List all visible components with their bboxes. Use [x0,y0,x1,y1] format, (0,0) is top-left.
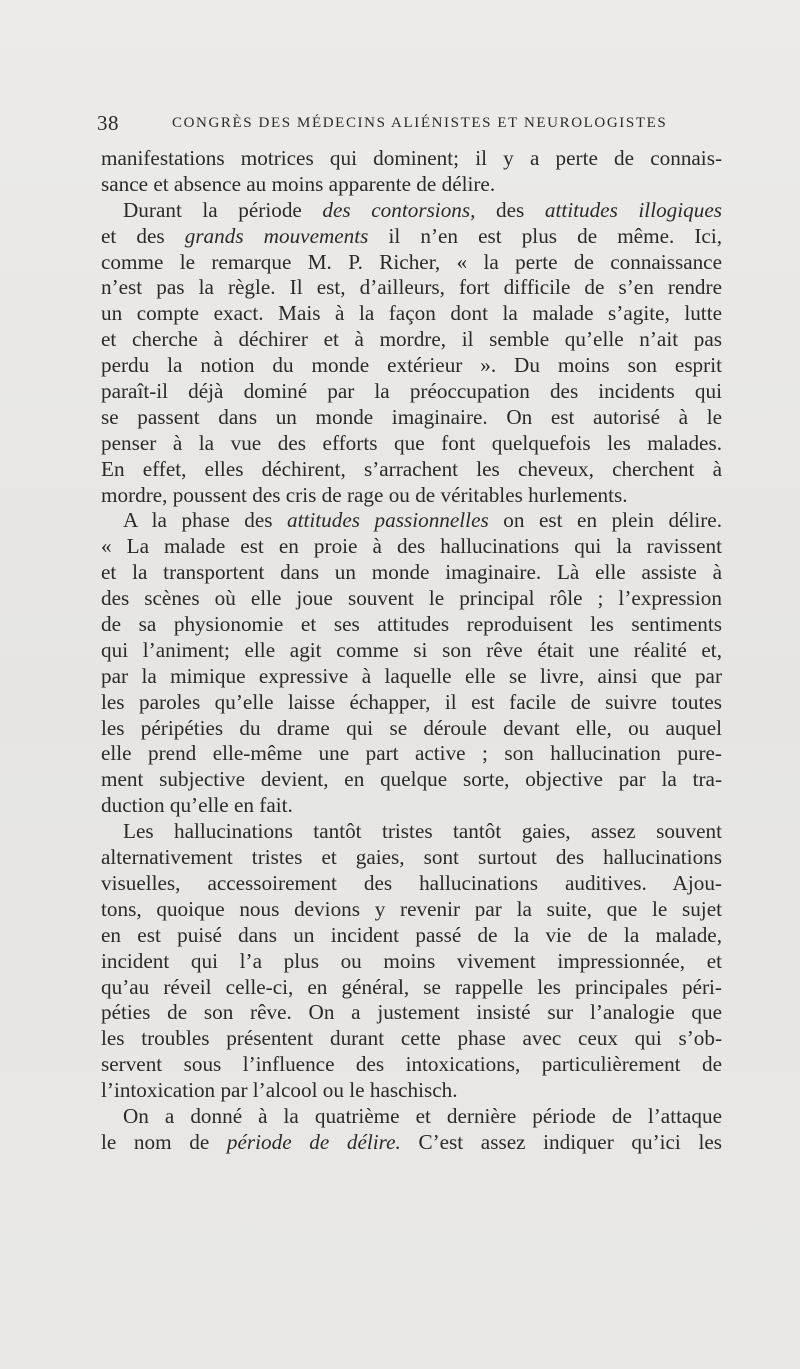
text-line: et la transportent dans un monde imaginaire. Là elle assiste à [101,560,722,585]
text-line: le nom de période de délire. C’est assez indiquer qu’ici les [101,1129,722,1154]
text-line: visuelles, accessoirement des hallucinations auditives. Ajou- [101,870,722,895]
text-line: par la mimique expressive à laquelle elle se livre, ainsi que par [101,663,722,688]
text-line: n’est pas la règle. Il est, d’ailleurs, fort difficile de s’en rendre [101,275,722,300]
text-line: Les hallucinations tantôt tristes tantôt gaies, assez souvent [123,819,722,844]
text-line: ment subjective devient, en quelque sorte, objective par la tra- [101,767,722,792]
text-line: les paroles qu’elle laisse échapper, il est facile de suivre toutes [101,689,722,714]
text-line: mordre, poussent des cris de rage ou de véritables hurlements. [101,482,628,507]
text-line: comme le remarque M. P. Richer, « la perte de connaissance [101,249,722,274]
text-line: les péripéties du drame qui se déroule devant elle, ou auquel [101,715,722,740]
body-text [101,146,722,1156]
text-line: se passent dans un monde imaginaire. On est autorisé à le [101,404,722,429]
page-number: 38 [97,111,119,135]
text-line: péties de son rêve. On a justement insisté sur l’analogie que [101,1000,722,1025]
text-line: un compte exact. Mais à la façon dont la malade s’agite, lutte [101,301,722,326]
text-line: les troubles présentent durant cette phase avec ceux qui s’ob- [101,1026,722,1051]
text-line: qui l’animent; elle agit comme si son rêve était une réalité et, [101,637,722,662]
text-line: et des grands mouvements il n’en est plus de même. Ici, [101,223,723,248]
text-line: et cherche à déchirer et à mordre, il semble qu’elle n’ait pas [101,327,722,352]
text-line: en est puisé dans un incident passé de la vie de la malade, [101,922,722,947]
text-line: elle prend elle-même une part active ; son hallucination pure- [101,741,722,766]
text-line: sance et absence au moins apparente de délire. [101,171,496,196]
text-line: « La malade est en proie à des hallucinations qui la ravissent [101,534,722,559]
text-line: servent sous l’influence des intoxications, particulièrement de [101,1052,722,1077]
text-line: A la phase des attitudes passionnelles on est en plein délire. [123,508,722,533]
page-header [97,110,722,136]
text-line: Durant la période des contorsions, des attitudes illogiques [123,197,722,222]
text-line: l’intoxication par l’alcool ou le haschisch. [101,1078,458,1103]
text-line: tons, quoique nous devions y revenir par la suite, que le sujet [101,896,722,921]
text-line: perdu la notion du monde extérieur ». Du moins son esprit [101,353,722,378]
text-line: alternativement tristes et gaies, sont surtout des hallucinations [101,845,722,870]
text-line: des scènes où elle joue souvent le principal rôle ; l’expression [101,586,722,611]
text-line: On a donné à la quatrième et dernière période de l’attaque [123,1103,722,1128]
running-title: CONGRÈS DES MÉDECINS ALIÉNISTES ET NEUROLOGISTES [172,115,668,131]
text-line: penser à la vue des efforts que font quelquefois les malades. [101,430,722,455]
text-line: qu’au réveil celle-ci, en général, se rappelle les principales péri- [101,974,722,999]
text-line: duction qu’elle en fait. [101,793,293,818]
text-line: de sa physionomie et ses attitudes reproduisent les sentiments [101,612,722,637]
text-line: paraît-il déjà dominé par la préoccupation des incidents qui [101,379,722,404]
text-line: incident qui l’a plus ou moins vivement impressionnée, et [101,948,722,973]
text-line: En effet, elles déchirent, s’arrachent les cheveux, cherchent à [101,456,722,481]
text-line: manifestations motrices qui dominent; il y a perte de connais- [101,146,722,170]
